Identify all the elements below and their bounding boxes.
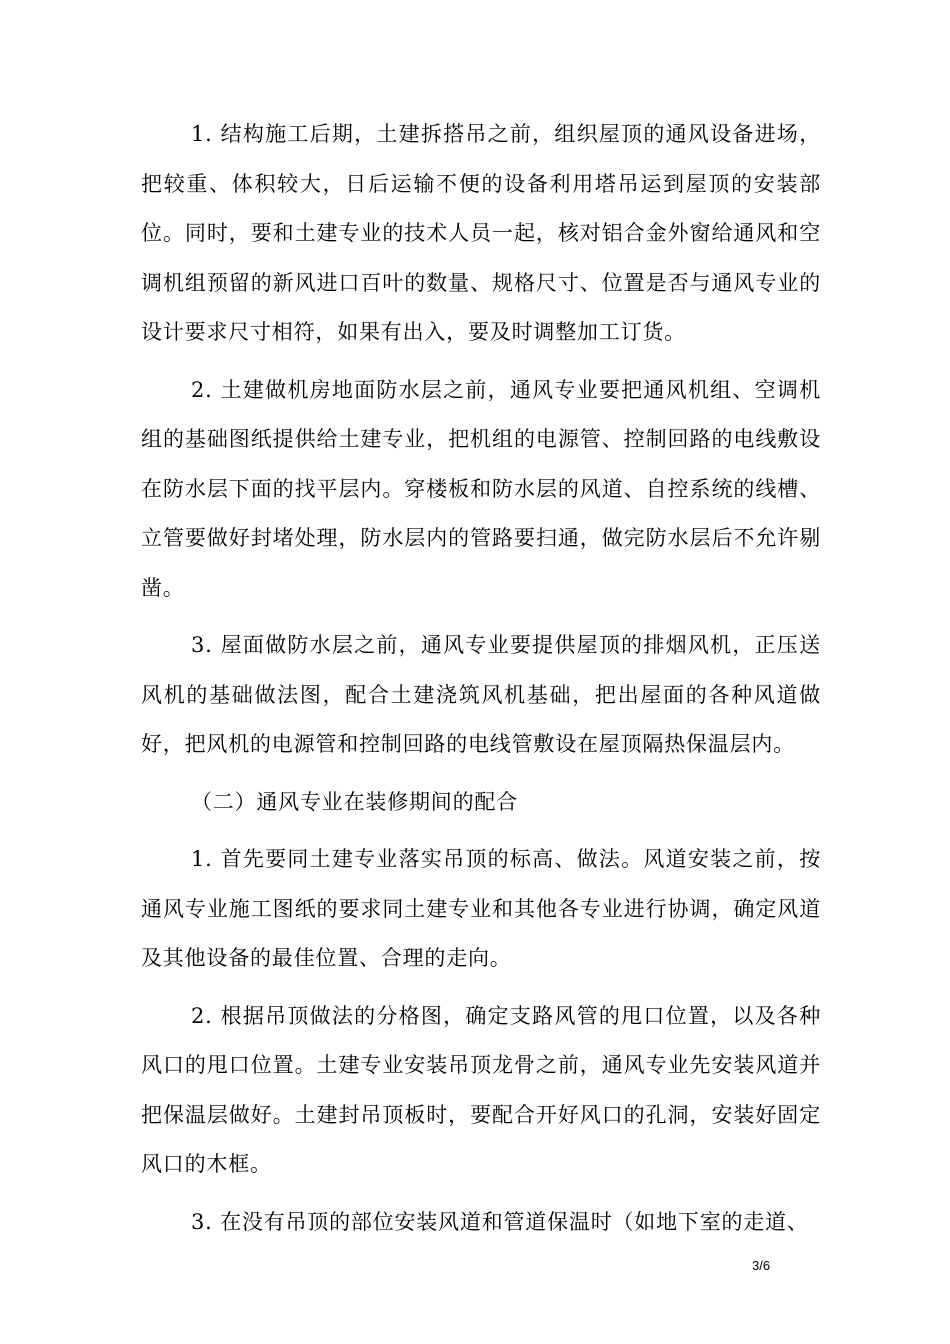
document-body (141, 110, 821, 1255)
paragraph-2: 2. 土建做机房地面防水层之前，通风专业要把通风机组、空调机组的基础图纸提供给土建专业，把机组的电源管、控制回路的电线敷设在防水层下面的找平层内。穿楼板和防水层的风道、自控系统的线槽、立管要做好封堵处理，防水层内的管路要扫通，做完防水层后不允许剔凿。 (141, 377, 821, 600)
paragraph-5: 2. 根据吊顶做法的分格图，确定支路风管的甩口位置，以及各种风口的甩口位置。土建专业安装吊顶龙骨之前，通风专业先安装风道并把保温层做好。土建封吊顶板时，要配合开好风口的孔洞，安装好固定风口的木框。 (141, 1003, 821, 1176)
page-number: 3/6 (752, 1258, 771, 1273)
paragraph-3: 3. 屋面做防水层之前，通风专业要提供屋顶的排烟风机，正压送风机的基础做法图，配合土建浇筑风机基础，把出屋面的各种风道做好，把风机的电源管和控制回路的电线管敷设在屋顶隔热保温层内。 (141, 633, 821, 756)
section-heading: （二）通风专业在装修期间的配合 (191, 789, 518, 814)
paragraph-6: 3. 在没有吊顶的部位安装风道和管道保温时（如地下室的走道、 (191, 1209, 809, 1234)
paragraph-4: 1. 首先要同土建专业落实吊顶的标高、做法。风道安装之前，按通风专业施工图纸的要求同土建专业和其他各专业进行协调，确定风道及其他设备的最佳位置、合理的走向。 (141, 847, 821, 970)
paragraph-1: 1. 结构施工后期，土建拆搭吊之前，组织屋顶的通风设备进场，把较重、体积较大，日后运输不便的设备利用塔吊运到屋顶的安装部位。同时，要和土建专业的技术人员一起，核对铝合金外窗给通风和空调机组预留的新风进口百叶的数量、规格尺寸、位置是否与通风专业的设计要求尺寸相符，如果有出入，要及时调整加工订货。 (141, 122, 821, 344)
